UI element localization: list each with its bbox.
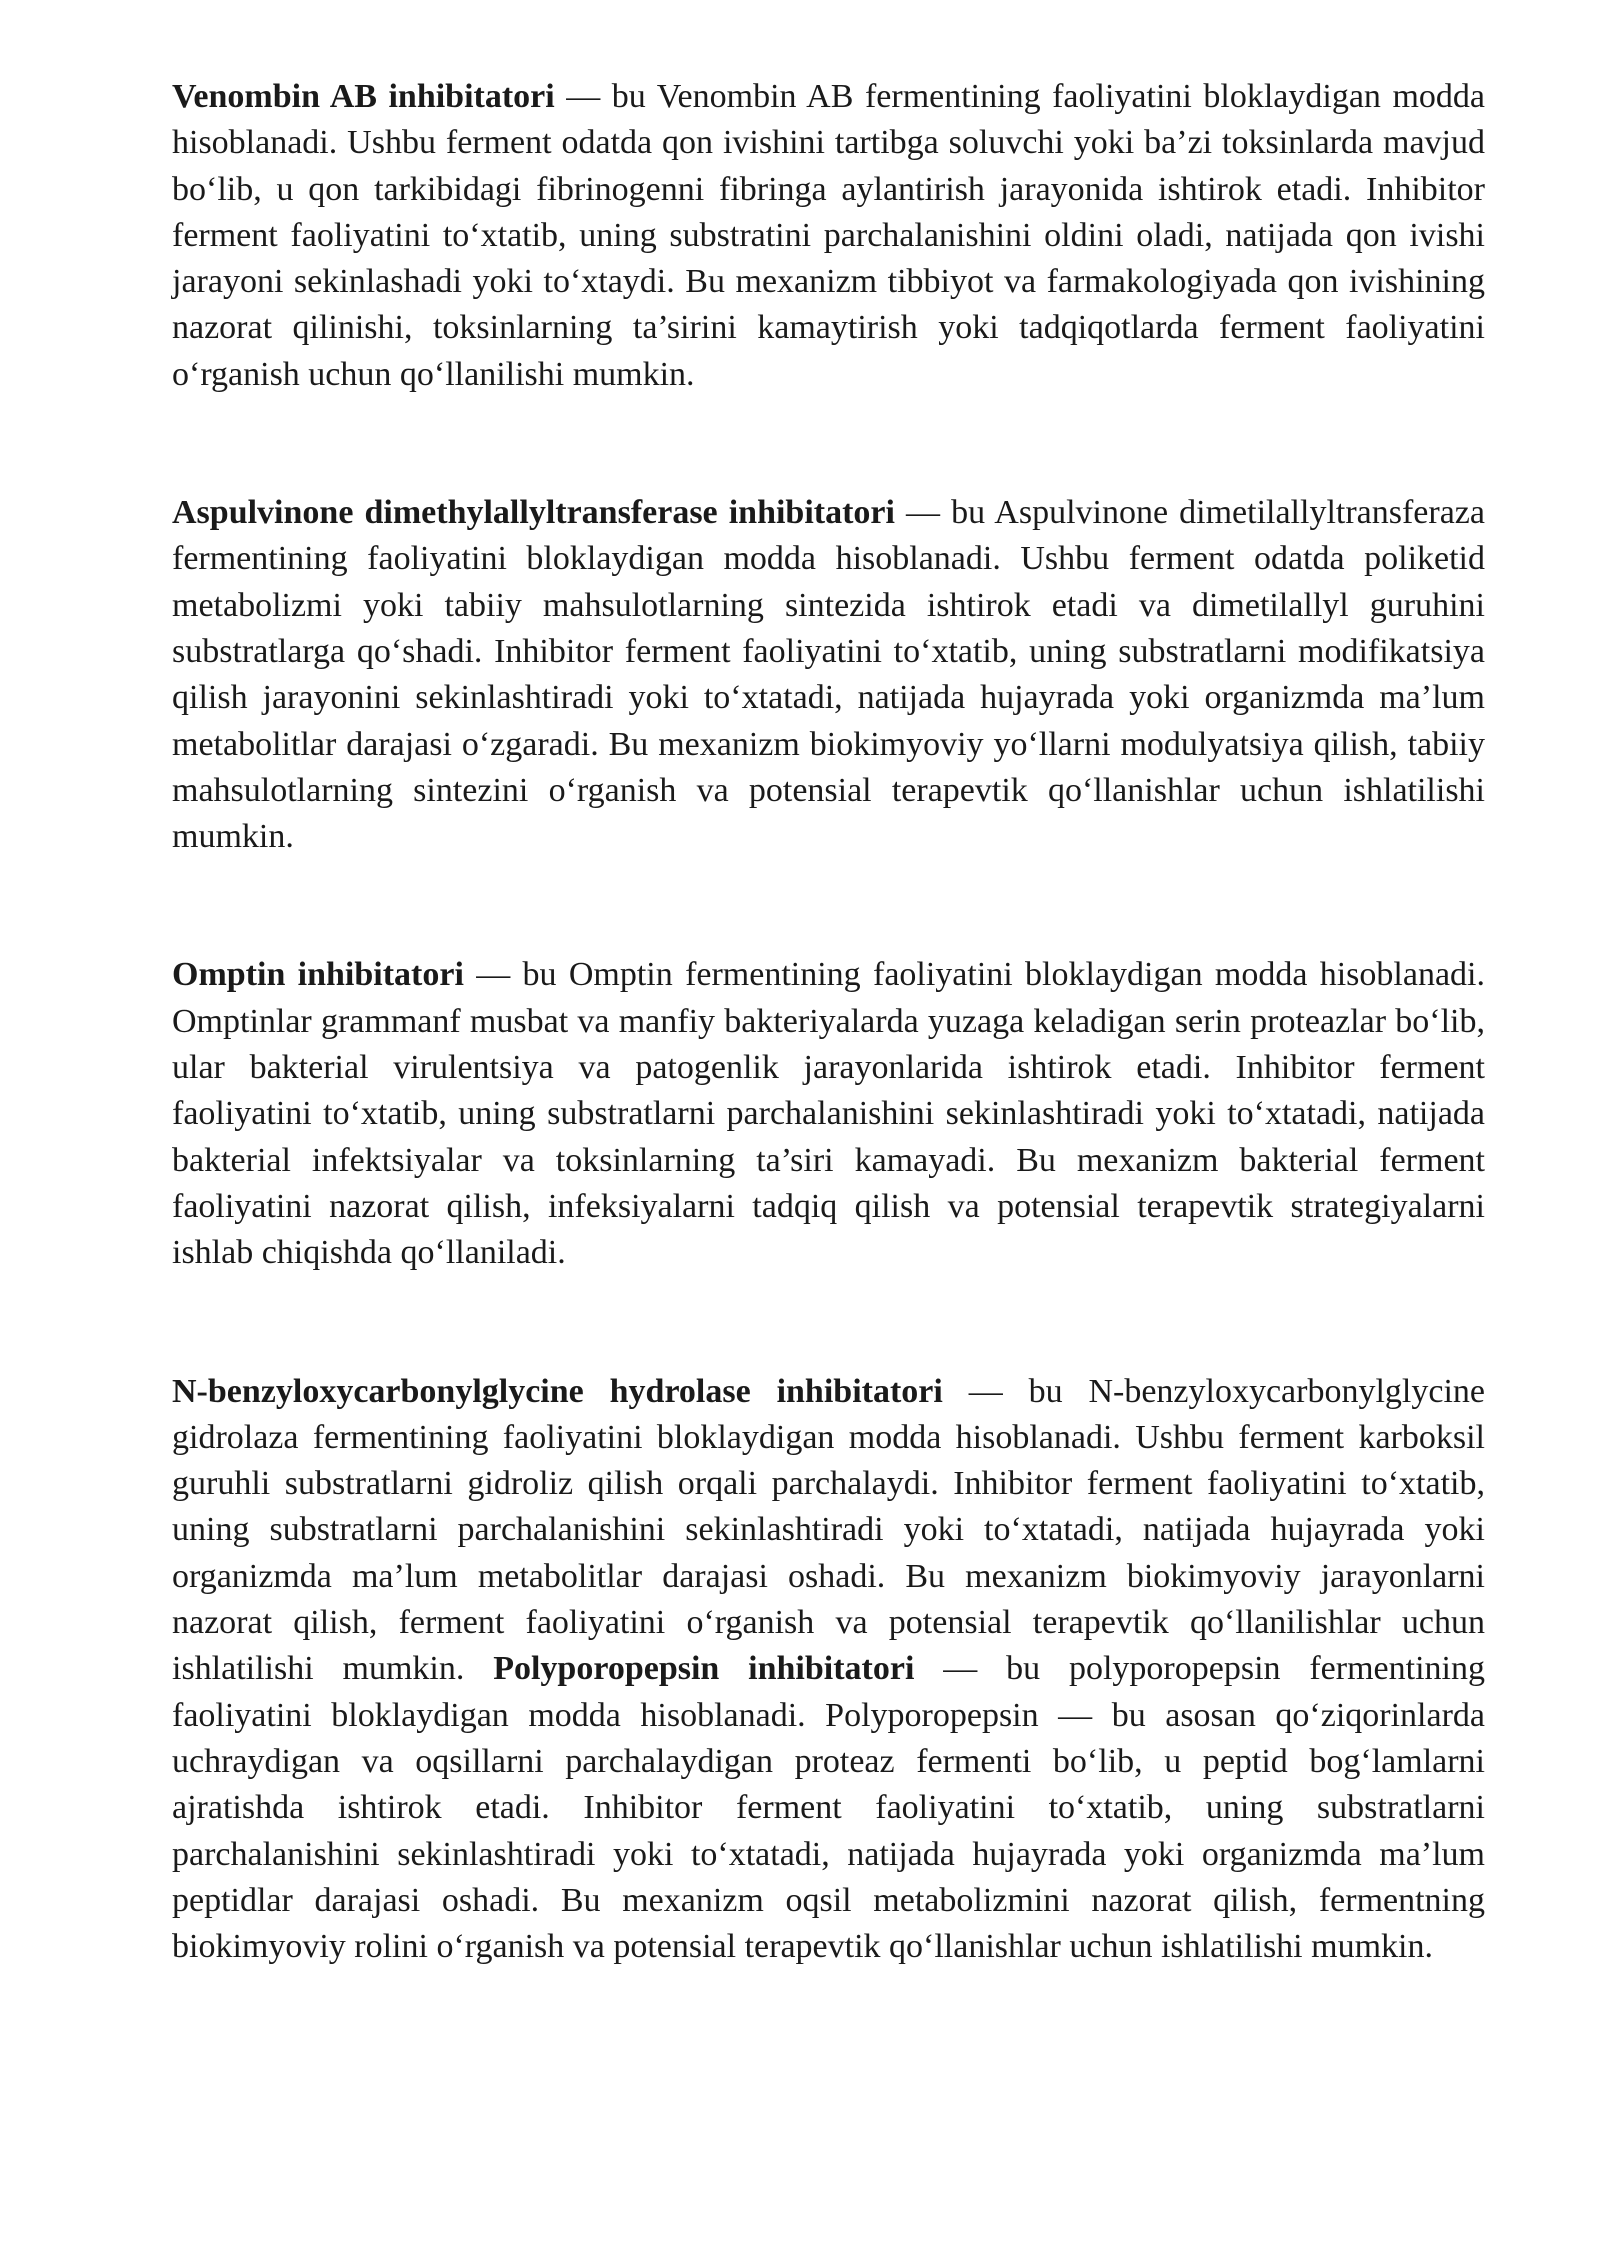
entry-n-benzyloxycarbonylglycine	[172, 1369, 1485, 1971]
entry-aspulvinone	[172, 490, 1485, 860]
document-page	[172, 74, 1485, 1970]
entry-definition: — bu Aspulvinone dimetilallyltransferaza fermentining faoliyatini bloklaydigan modda hisoblanadi. Ushbu ferment odatda poliketid metabolizmi yoki tabiiy mahsulotlarning sintezida ishtirok etadi va dimetilallyl guruhini substratlarga qo‘shadi. Inhibitor ferment faoliyatini to‘xtatib, uning substratlarni modifikatsiya qilish jarayonini sekinlashtiradi yoki to‘xtatadi, natijada hujayrada yoki organizmda ma’lum metabolitlar darajasi o‘zgaradi. Bu mexanizm biokimyoviy yo‘llarni modulyatsiya qilish, tabiiy mahsulotlarning sintezini o‘rganish va potensial terapevtik qo‘llanishlar uchun ishlatilishi mumkin.	[172, 494, 1485, 856]
entry-definition: — bu Omptin fermentining faoliyatini bloklaydigan modda hisoblanadi. Omptinlar grammanf musbat va manfiy bakteriyalarda yuzaga keladigan serin proteazlar bo‘lib, ular bakterial virulentsiya va patogenlik jarayonlarida ishtirok etadi. Inhibitor ferment faoliyatini to‘xtatib, uning substratlarni parchalanishini sekinlashtiradi yoki to‘xtatadi, natijada bakterial infektsiyalar va toksinlarning ta’siri kamayadi. Bu mexanizm bakterial ferment faoliyatini nazorat qilish, infeksiyalarni tadqiq qilish va potensial terapevtik strategiyalarni ishlab chiqishda qo‘llaniladi.	[172, 956, 1485, 1272]
entry-term: Aspulvinone dimethylallyltransferase inhibitatori	[172, 494, 895, 532]
entry-definition: — bu Venombin AB fermentining faoliyatini bloklaydigan modda hisoblanadi. Ushbu ferment odatda qon ivishini tartibga soluvchi yoki ba’zi toksinlarda mavjud bo‘lib, u qon tarkibidagi fibrinogenni fibringa aylantirish jarayonida ishtirok etadi. Inhibitor ferment faoliyatini to‘xtatib, uning substratini parchalanishini oldini oladi, natijada qon ivishi jarayoni sekinlashadi yoki to‘xtaydi. Bu mexanizm tibbiyot va farmakologiyada qon ivishining nazorat qilinishi, toksinlarning ta’sirini kamaytirish yoki tadqiqotlarda ferment faoliyatini o‘rganish uchun qo‘llanilishi mumkin.	[172, 78, 1485, 393]
entry-term: Venombin AB inhibitatori	[172, 78, 555, 115]
entry-term-polyporopepsin: Polyporopepsin inhibitatori	[493, 1650, 915, 1688]
entry-term: Omptin inhibitatori	[172, 956, 464, 994]
entry-definition-polyporopepsin: — bu polyporopepsin fermentining faoliyatini bloklaydigan modda hisoblanadi. Polyporopepsin — bu asosan qo‘ziqorinlarda uchraydigan va oqsillarni parchalaydigan proteaz fermenti bo‘lib, u peptid bog‘lamlarni ajratishda ishtirok etadi. Inhibitor ferment faoliyatini to‘xtatib, uning substratlarni parchalanishini sekinlashtiradi yoki to‘xtatadi, natijada hujayrada yoki organizmda ma’lum peptidlar darajasi oshadi. Bu mexanizm oqsil metabolizmini nazorat qilish, fermentning biokimyoviy rolini o‘rganish va potensial terapevtik qo‘llanishlar uchun ishlatilishi mumkin.	[172, 1650, 1485, 1966]
entry-definition: — bu N-benzyloxycarbonylglycine gidrolaza fermentining faoliyatini bloklaydigan modda hisoblanadi. Ushbu ferment karboksil guruhli substratlarni gidroliz qilish orqali parchalaydi. Inhibitor ferment faoliyatini to‘xtatib, uning substratlarni parchalanishini sekinlashtiradi yoki to‘xtatadi, natijada hujayrada yoki organizmda ma’lum metabolitlar darajasi oshadi. Bu mexanizm biokimyoviy jarayonlarni nazorat qilish, ferment faoliyatini o‘rganish va potensial terapevtik qo‘llanilishlar uchun ishlatilishi mumkin.	[172, 1372, 1485, 1688]
entry-venombin-ab	[172, 74, 1485, 398]
entry-term: N-benzyloxycarbonylglycine hydrolase inhibitatori	[172, 1372, 943, 1410]
entry-omptin	[172, 952, 1485, 1276]
